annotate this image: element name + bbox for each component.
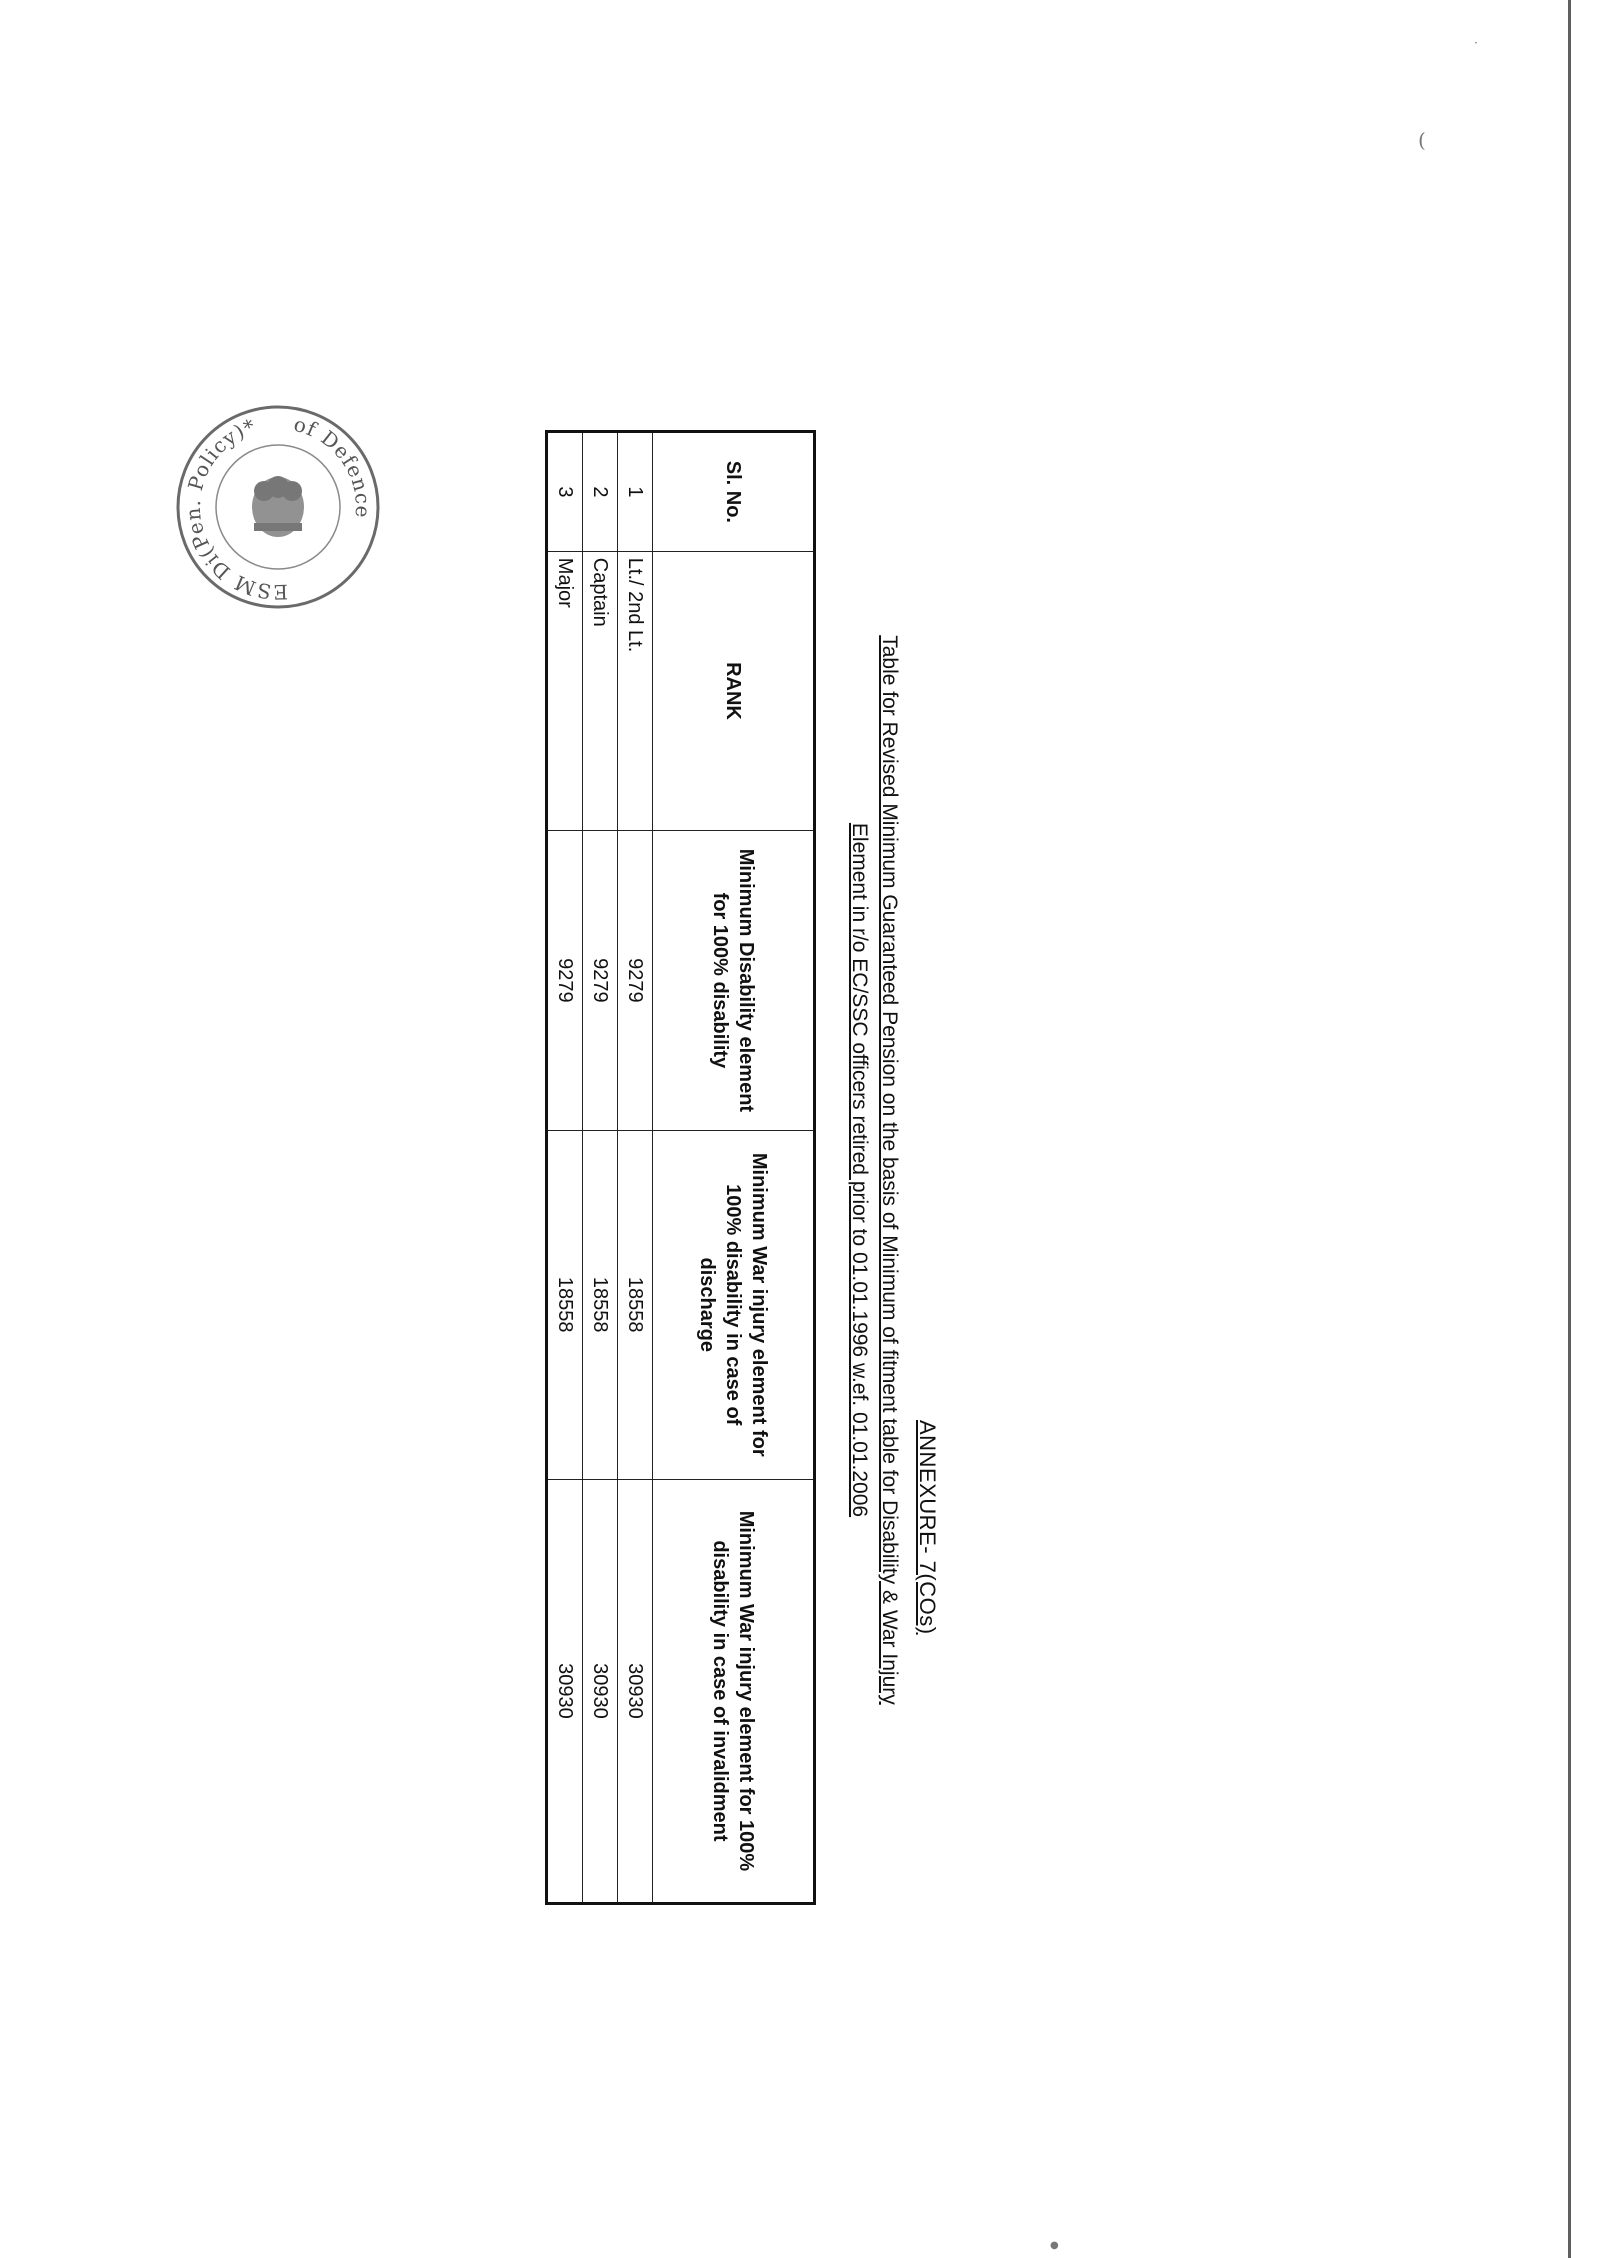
annexure-label: ANNEXURE- 7(COs) (915, 1420, 940, 1635)
table-row (618, 432, 653, 1904)
table-row (583, 432, 618, 1904)
seal-text-bottom: ESM Di(Pen. Policy)* (180, 413, 289, 605)
header-rank: RANK (653, 551, 815, 830)
cell-war-invalidment: 30930 (583, 1479, 618, 1903)
cell-sl: 1 (618, 432, 653, 552)
emblem-icon (252, 476, 304, 537)
title-line-2: Element in r/o EC/SSC officers retired prior to 01.01.1996 w.ef. 01.01.2006 (848, 822, 871, 1518)
cell-disability: 9279 (547, 831, 583, 1130)
cell-sl: 2 (583, 432, 618, 552)
cell-war-invalidment: 30930 (547, 1479, 583, 1903)
header-disability: Minimum Disability element for 100% disability (653, 831, 815, 1130)
scan-speck: ( (1418, 128, 1426, 152)
title-line-1: Table for Revised Minimum Guaranteed Pension on the basis of Minimum of fitment table for Disability & War Injury (878, 635, 901, 1705)
header-sl-no: Sl. No. (653, 432, 815, 552)
table-row (547, 432, 583, 1904)
cell-rank: Lt./ 2nd Lt. (618, 551, 653, 830)
cell-rank: Major (547, 551, 583, 830)
cell-war-invalidment: 30930 (618, 1479, 653, 1903)
table-header-row (653, 432, 815, 1904)
rotated-document (480, 430, 940, 1910)
table-title (844, 430, 904, 1910)
header-war-invalidment: Minimum War injury element for 100% disability in case of invalidment (653, 1479, 815, 1903)
cell-war-discharge: 18558 (547, 1130, 583, 1479)
pension-table (545, 430, 816, 1905)
header-war-discharge: Minimum War injury element for 100% disability in case of discharge (653, 1130, 815, 1479)
scan-speck: ● (1050, 2240, 1059, 2251)
cell-rank: Captain (583, 551, 618, 830)
cell-disability: 9279 (583, 831, 618, 1130)
scan-speck: · (1474, 36, 1478, 50)
cell-sl: 3 (547, 432, 583, 552)
page-edge (1568, 0, 1571, 2258)
cell-disability: 9279 (618, 831, 653, 1130)
cell-war-discharge: 18558 (618, 1130, 653, 1479)
seal-text-top: of Defence (291, 411, 376, 520)
svg-text:of Defence (291, 412, 375, 519)
official-seal (168, 395, 388, 620)
cell-war-discharge: 18558 (583, 1130, 618, 1479)
